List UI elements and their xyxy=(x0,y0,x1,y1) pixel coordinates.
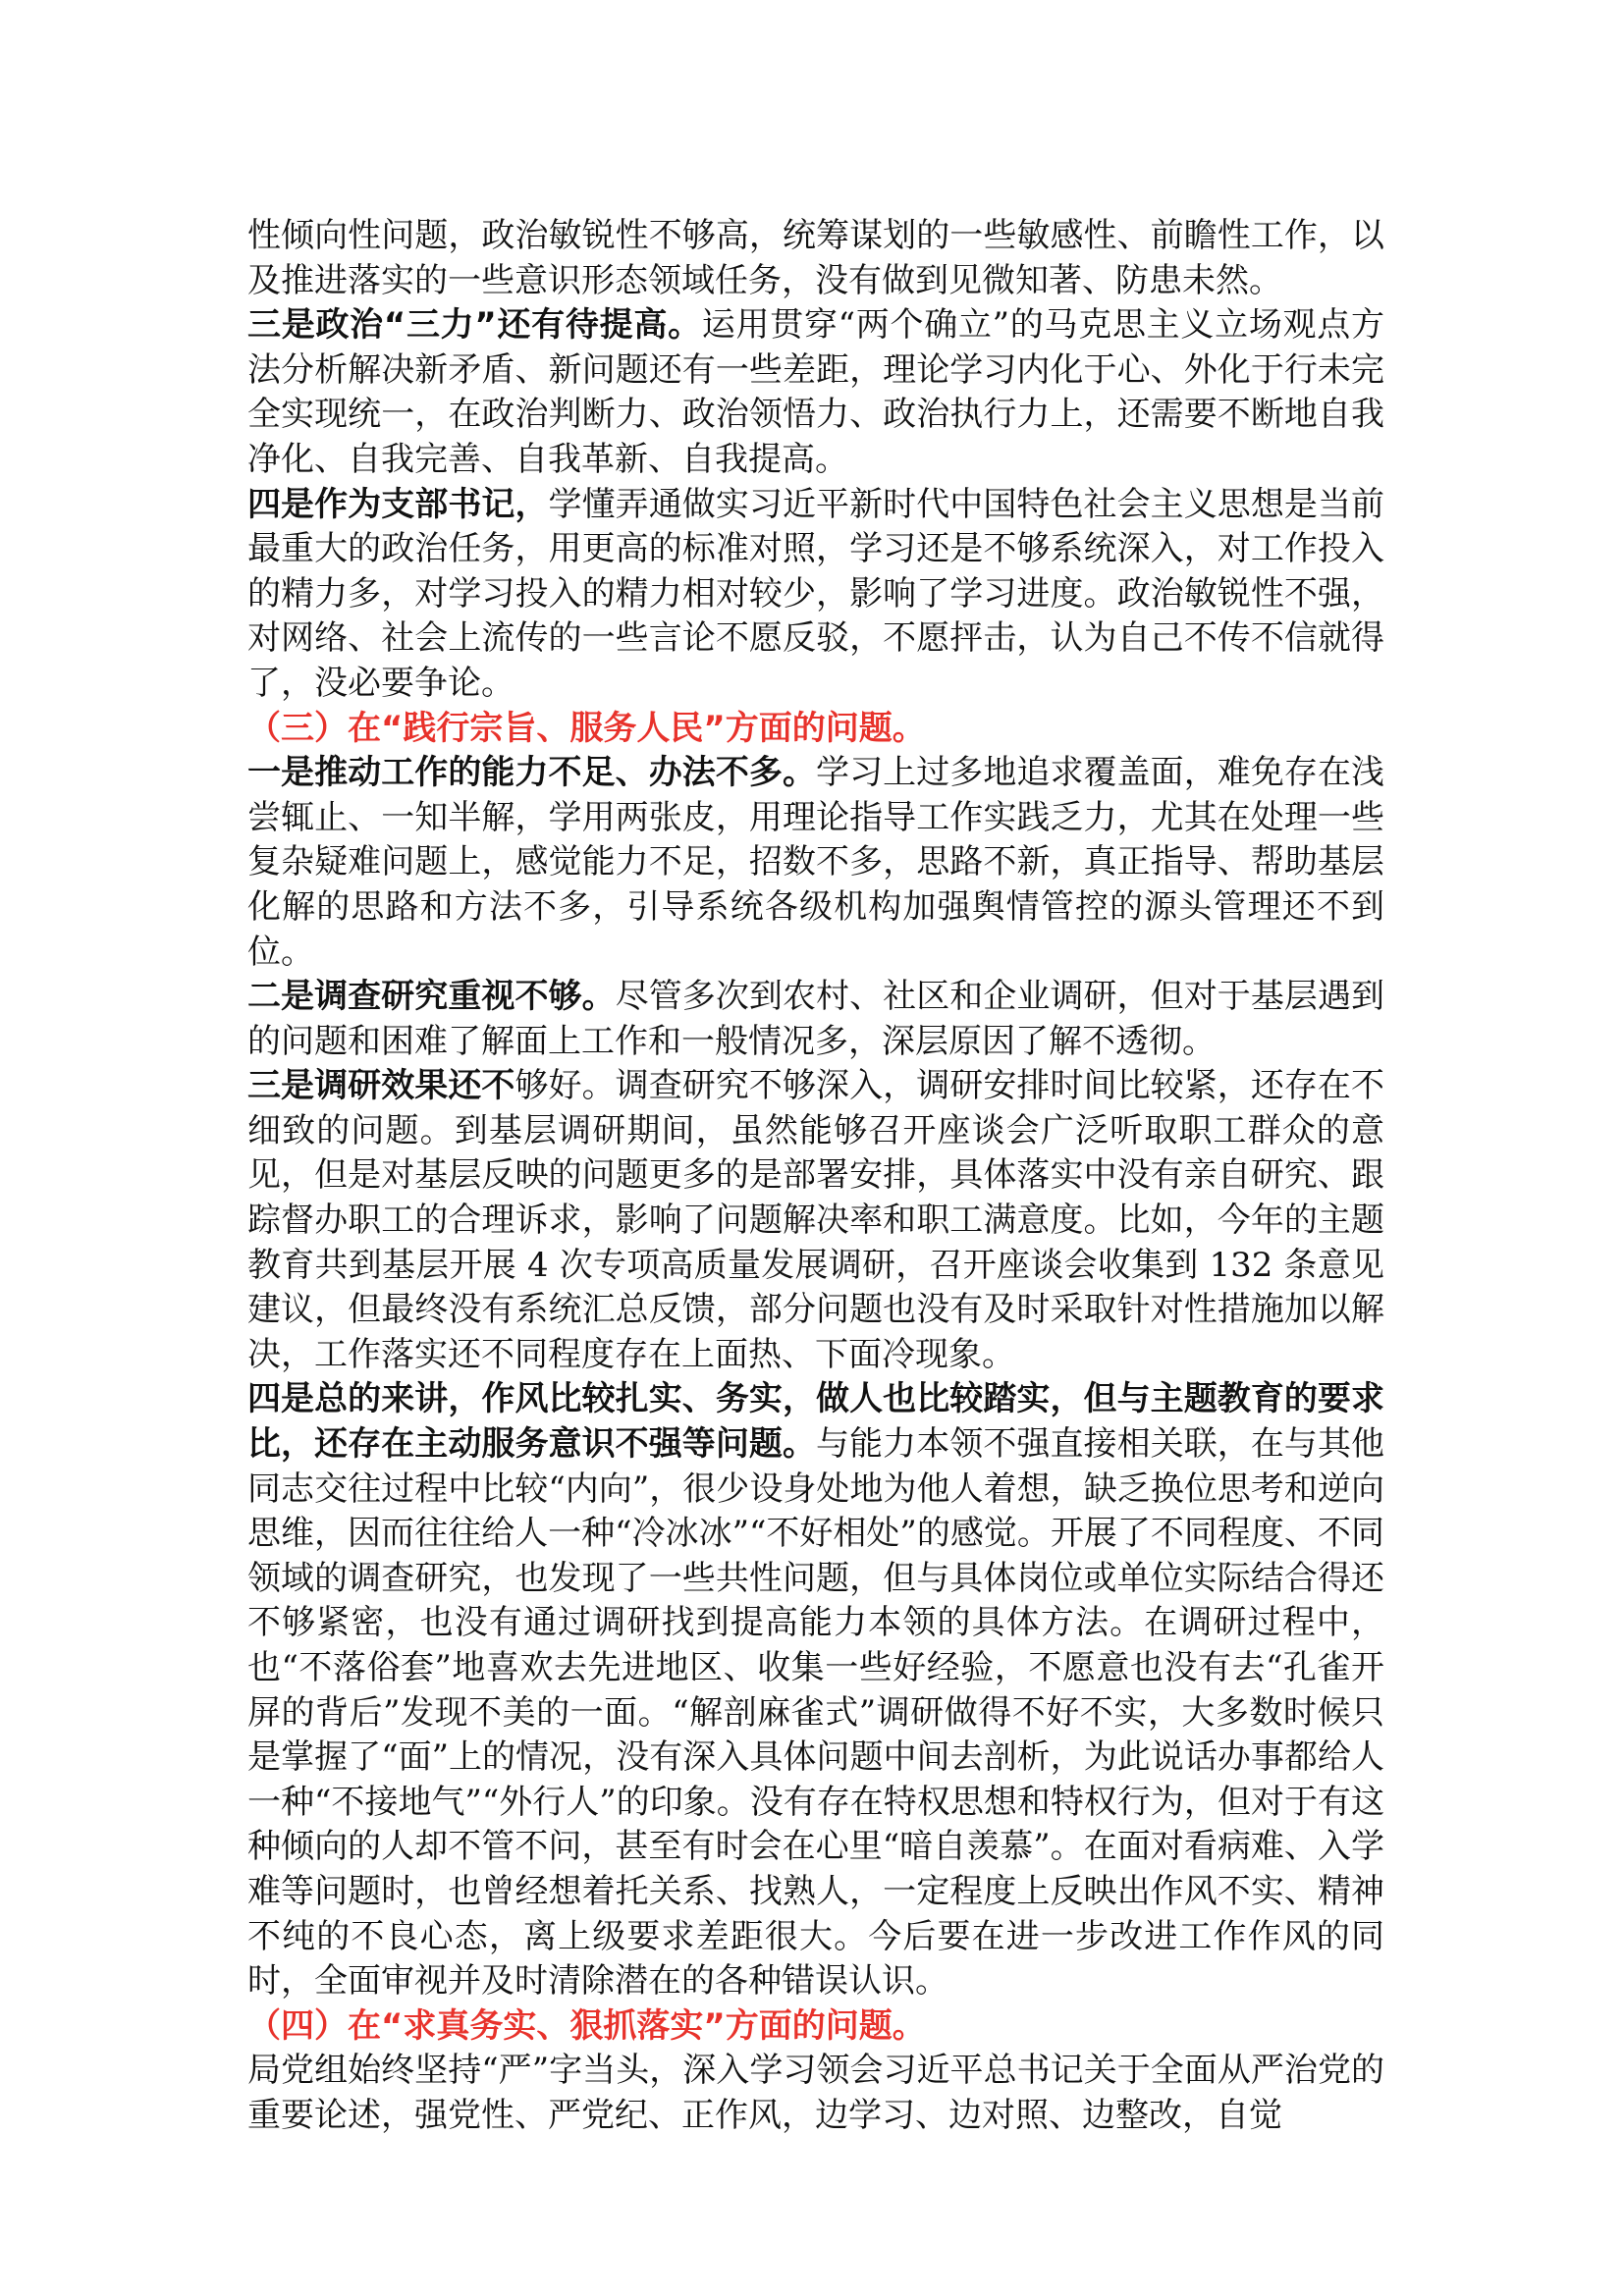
section-heading-4: （四）在“求真务实、狠抓落实”方面的问题。 xyxy=(247,2005,926,2046)
paragraph-lead: 二是调查研究重视不够。 xyxy=(247,977,616,1017)
paragraph-lead: 四是总的来讲，作风比较扎实、务实，做人也比较踏实，但与主题教育的要求比，还存在主动服务意识不强等问题。 xyxy=(247,1379,1384,1465)
paragraph-work-ability xyxy=(247,751,1384,975)
paragraph-research-effect xyxy=(247,1064,1384,1377)
paragraph-lead: 四是作为支部书记， xyxy=(247,484,549,524)
paragraph-body: 与能力本领不强直接相关联，在与其他同志交往过程中比较“内向”，很少设身处地为他人着想，缺乏换位思考和逆向思维，因而往往给人一种“冷冰冰”“不好相处”的感觉。开展了不同程度、不同领域的调查研究，也发现了一些共性问题，但与具体岗位或单位实际结合得还不够紧密，也没有通过调研找到提高能力本领的具体方法。在调研过程中，也“不落俗套”地喜欢去先进地区、收集一些好经验，不愿意也没有去“孔雀开屏的背后”发现不美的一面。“解剖麻雀式”调研做得不好不实，大多数时候只是掌握了“面”上的情况，没有深入具体问题中间去剖析，为此说话办事都给人一种“不接地气”“外行人”的印象。没有存在特权思想和特权行为，但对于有这种倾向的人却不管不问，甚至有时会在心里“暗自羡慕”。在面对看病难、入学难等问题时，也曾经想着托关系、找熟人，一定程度上反映出作风不实、精神不纯的不良心态，离上级要求差距很大。今后要在进一步改进工作作风的同时，全面审视并及时清除潜在的各种错误认识。 xyxy=(247,1424,1384,2002)
paragraph-body: 运用贯穿“两个确立”的马克思主义立场观点方法分析解决新矛盾、新问题还有一些差距，理论学习内化于心、外化于行未完全实现统一，在政治判断力、政治领悟力、政治执行力上，还需要不断地自我净化、自我完善、自我革新、自我提高。 xyxy=(247,305,1384,479)
paragraph-body: 性倾向性问题，政治敏锐性不够高，统筹谋划的一些敏感性、前瞻性工作，以及推进落实的一些意识形态领域任务，没有做到见微知著、防患未然。 xyxy=(247,216,1384,300)
paragraph-lead: 三是调研效果还不 xyxy=(247,1066,515,1106)
paragraph-body: 学懂弄通做实习近平新时代中国特色社会主义思想是当前最重大的政治任务，用更高的标准对照，学习还是不够系统深入，对工作投入的精力多，对学习投入的精力相对较少，影响了学习进度。政治敏锐性不强，对网络、社会上流传的一些言论不愿反驳，不愿抨击，认为自己不传不信就得了，没必要争论。 xyxy=(247,484,1384,703)
paragraph-investigation-research xyxy=(247,975,1384,1064)
paragraph-lead: 一是推动工作的能力不足、办法不多。 xyxy=(247,753,817,793)
section-heading-3: （三）在“践行宗旨、服务人民”方面的问题。 xyxy=(247,708,926,748)
paragraph-political-three-forces xyxy=(247,303,1384,482)
paragraph-body: 局党组始终坚持“严”字当头，深入学习领会习近平总书记关于全面从严治党的重要论述，强党性、严党纪、正作风，边学习、边对照、边整改，自觉 xyxy=(247,2051,1384,2135)
paragraph-political-sensitivity xyxy=(247,214,1384,303)
paragraph-branch-secretary xyxy=(247,483,1384,707)
paragraph-work-style xyxy=(247,1377,1384,2003)
paragraph-body: 够好。调查研究不够深入，调研安排时间比较紧，还存在不细致的问题。到基层调研期间，虽然能够召开座谈会广泛听取职工群众的意见，但是对基层反映的问题更多的是部署安排，具体落实中没有亲自研究、跟踪督办职工的合理诉求，影响了问题解决率和职工满意度。比如，今年的主题教育共到基层开展 4 次专项高质量发展调研，召开座谈会收集到 132 条意见建议，但最终没有系统汇总反馈，部分问题也没有及时采取针对性措施加以解决，工作落实还不同程度存在上面热、下面冷现象。 xyxy=(247,1066,1384,1374)
paragraph-party-group xyxy=(247,2049,1384,2138)
document-page xyxy=(247,214,1384,2139)
paragraph-body: 学习上过多地追求覆盖面，难免存在浅尝辄止、一知半解，学用两张皮，用理论指导工作实践乏力，尤其在处理一些复杂疑难问题上，感觉能力不足，招数不多，思路不新，真正指导、帮助基层化解的思路和方法不多，引导系统各级机构加强舆情管控的源头管理还不到位。 xyxy=(247,753,1384,972)
paragraph-body: 尽管多次到农村、社区和企业调研，但对于基层遇到的问题和困难了解面上工作和一般情况多，深层原因了解不透彻。 xyxy=(247,977,1385,1061)
paragraph-lead: 三是政治“三力”还有待提高。 xyxy=(247,305,702,346)
